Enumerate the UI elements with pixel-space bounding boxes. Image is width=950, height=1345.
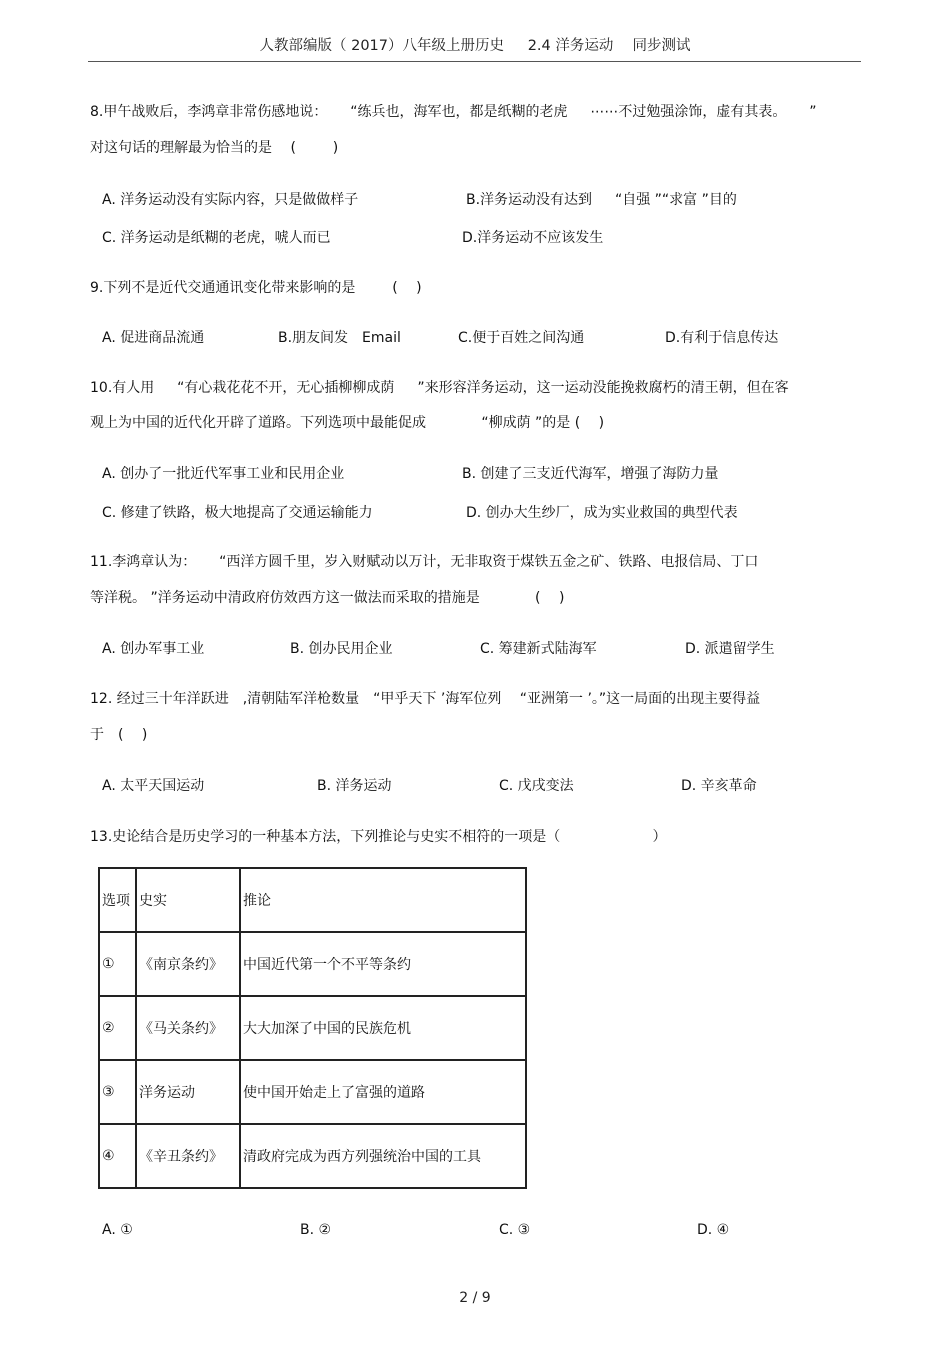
q10-option-c[interactable]: C. 修建了铁路，极大地提高了交通运输能力: [102, 505, 373, 521]
q11-option-b[interactable]: B. 创办民用企业: [290, 641, 393, 657]
q13-option-c[interactable]: C. ③: [499, 1222, 531, 1238]
table-header-cell: 选项: [99, 868, 136, 932]
q11-option-c[interactable]: C. 筹建新式陆海军: [480, 641, 597, 657]
q12-option-d[interactable]: D. 辛亥革命: [681, 778, 757, 794]
q10-option-b[interactable]: B. 创建了三支近代海军，增强了海防力量: [462, 466, 719, 482]
table-cell: ③: [99, 1060, 136, 1124]
table-header-row: [99, 868, 526, 932]
q13-option-d[interactable]: D. ④: [697, 1222, 730, 1238]
q11-stem-line2: 等洋税。 ”洋务运动中清政府仿效西方这一做法而采取的措施是 ( ): [90, 590, 565, 606]
table-row: [99, 996, 526, 1060]
q12-stem-line2: 于 ( ): [90, 727, 148, 743]
q9-option-b[interactable]: B.朋友间发 Email: [278, 330, 401, 346]
table-row: [99, 1124, 526, 1188]
table-row: [99, 932, 526, 996]
q11-option-d[interactable]: D. 派遣留学生: [685, 641, 775, 657]
q10-option-a[interactable]: A. 创办了一批近代军事工业和民用企业: [102, 466, 345, 482]
q9-option-c[interactable]: C.便于百姓之间沟通: [458, 330, 585, 346]
table-cell: 《辛丑条约》: [136, 1124, 240, 1188]
q12-option-a[interactable]: A. 太平天国运动: [102, 778, 205, 794]
q10-option-d[interactable]: D. 创办大生纱厂，成为实业救国的典型代表: [466, 505, 738, 521]
q10-stem-line2: 观上为中国的近代化开辟了道路。下列选项中最能促成 “柳成荫 ”的是 ( ): [90, 415, 605, 431]
q12-option-c[interactable]: C. 戊戌变法: [499, 778, 574, 794]
table-cell: 中国近代第一个不平等条约: [240, 932, 526, 996]
table-cell: 《马关条约》: [136, 996, 240, 1060]
q12-stem-line1: 12. 经过三十年洋跃进 ,清朝陆军洋枪数量 “甲乎天下 ’海军位列 “亚洲第一 ’。”这一局面的出现主要得益: [90, 691, 761, 707]
q8-option-b[interactable]: B.洋务运动没有达到 “自强 ”“求富 ”目的: [466, 192, 737, 208]
q13-option-a[interactable]: A. ①: [102, 1222, 133, 1238]
q11-stem-line1: 11.李鸿章认为： “西洋方圆千里，岁入财赋动以万计，无非取资于煤铁五金之矿、铁路、电报信局、丁口: [90, 554, 759, 570]
table-cell: ②: [99, 996, 136, 1060]
q8-stem-line2: 对这句话的理解最为恰当的是 ( ): [90, 140, 339, 156]
q8-stem-line1: 8.甲午战败后，李鸿章非常伤感地说： “练兵也，海军也，都是纸糊的老虎 ⋯⋯不过勉强涂饰，虚有其表。 ”: [90, 104, 817, 120]
table-cell: 清政府完成为西方列强统治中国的工具: [240, 1124, 526, 1188]
q8-option-d[interactable]: D.洋务运动不应该发生: [462, 230, 604, 246]
history-reasoning-table: [98, 867, 527, 1189]
q9-option-d[interactable]: D.有利于信息传达: [665, 330, 779, 346]
q8-option-a[interactable]: A. 洋务运动没有实际内容，只是做做样子: [102, 192, 359, 208]
table-cell: 使中国开始走上了富强的道路: [240, 1060, 526, 1124]
header-divider: [88, 61, 861, 62]
page-header: 人教部编版（ 2017）八年级上册历史 2.4 洋务运动 同步测试: [259, 38, 691, 54]
q10-stem-line1: 10.有人用 “有心栽花花不开，无心插柳柳成荫 ”来形容洋务运动，这一运动没能挽救腐朽的清王朝，但在客: [90, 380, 789, 396]
table-cell: 《南京条约》: [136, 932, 240, 996]
page-number: 2 / 9: [459, 1290, 491, 1306]
table-row: [99, 1060, 526, 1124]
q8-option-c[interactable]: C. 洋务运动是纸糊的老虎，唬人而已: [102, 230, 331, 246]
q13-option-b[interactable]: B. ②: [300, 1222, 332, 1238]
q11-option-a[interactable]: A. 创办军事工业: [102, 641, 205, 657]
table-header-cell: 推论: [240, 868, 526, 932]
table-cell: ④: [99, 1124, 136, 1188]
q13-stem: 13.史论结合是历史学习的一种基本方法，下列推论与史实不相符的一项是（ ）: [90, 829, 667, 845]
table-header-cell: 史实: [136, 868, 240, 932]
q9-option-a[interactable]: A. 促进商品流通: [102, 330, 205, 346]
table-cell: ①: [99, 932, 136, 996]
table-cell: 大大加深了中国的民族危机: [240, 996, 526, 1060]
q9-stem: 9.下列不是近代交通通讯变化带来影响的是 ( ): [90, 280, 422, 296]
table-cell: 洋务运动: [136, 1060, 240, 1124]
q12-option-b[interactable]: B. 洋务运动: [317, 778, 392, 794]
